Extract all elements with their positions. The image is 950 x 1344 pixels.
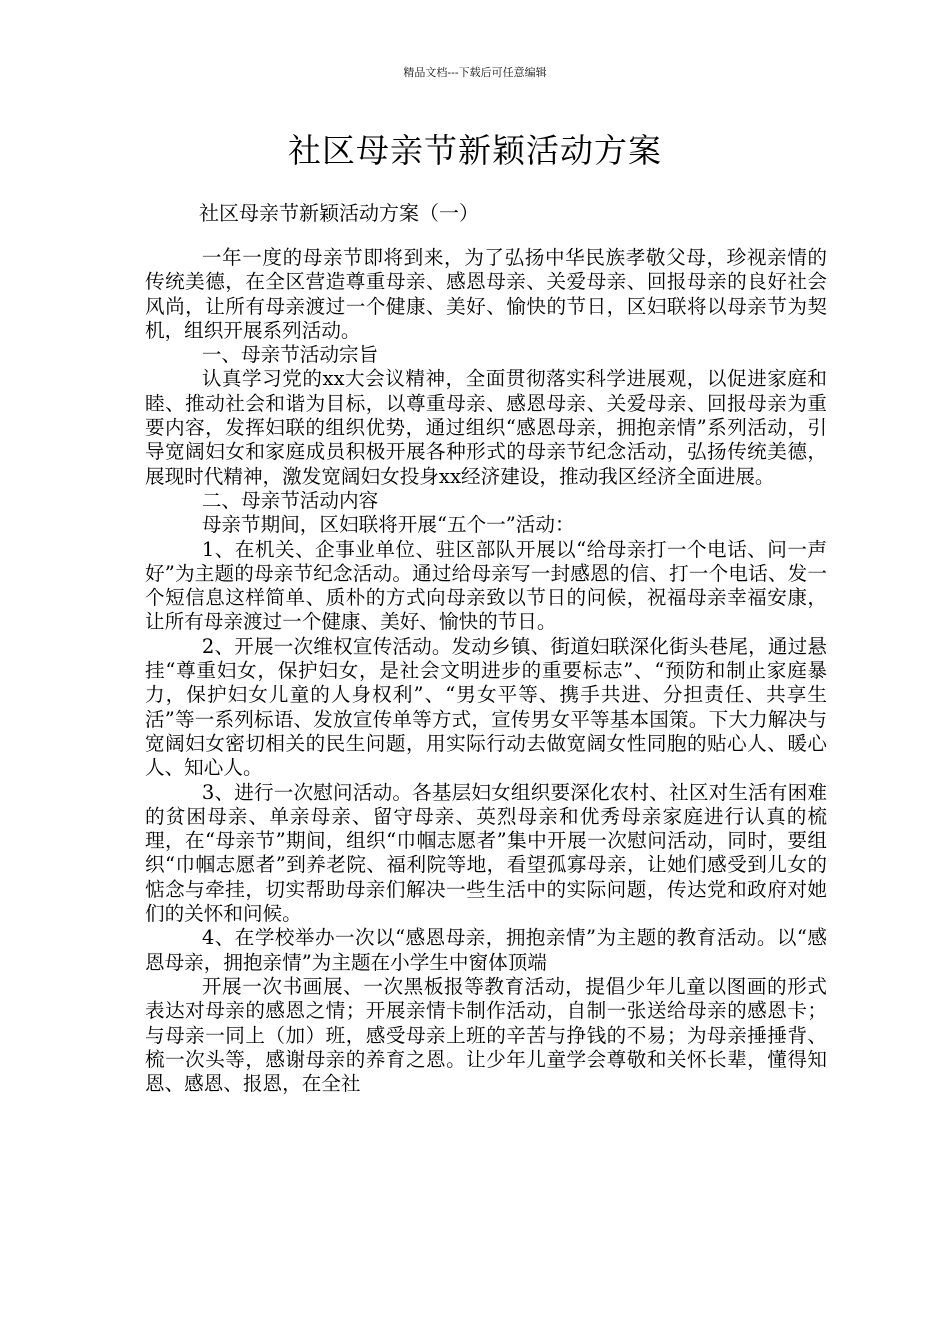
paragraph-item-4: 4、在学校举办一次以“感恩母亲，拥抱亲情”为主题的教育活动。以“感恩母亲，拥抱亲情”为主题在小学生中窗体顶端: [145, 926, 827, 974]
paragraph-item-2: 2、开展一次维权宣传活动。发动乡镇、街道妇联深化街头巷尾，通过悬挂“尊重妇女，保护妇女，是社会文明进步的重要标志”、“预防和制止家庭暴力，保护妇女儿童的人身权利”、“男女平等、携手共进、分担责任、共享生活”等一系列标语、发放宣传单等方式，宣传男女平等基本国策。下大力解决与宽阔妇女密切相关的民生问题，用实际行动去做宽阔女性同胞的贴心人、暖心人、知心人。: [145, 634, 827, 780]
paragraph-purpose: 认真学习党的xx大会议精神，全面贯彻落实科学进展观，以促进家庭和睦、推动社会和谐为目标，以尊重母亲、感恩母亲、关爱母亲、回报母亲为重要内容，发挥妇联的组织优势，通过组织“感恩母亲，拥抱亲情”系列活动，引导宽阔妇女和家庭成员积极开展各种形式的母亲节纪念活动，弘扬传统美德，展现时代精神，激发宽阔妇女投身xx经济建设，推动我区经济全面进展。: [145, 367, 827, 488]
document-body: [145, 246, 827, 1096]
section-heading-content: 二、母亲节活动内容: [201, 488, 379, 512]
paragraph-item-1: 1、在机关、企事业单位、驻区部队开展以“给母亲打一个电话、问一声好”为主题的母亲节纪念活动。通过给母亲写一封感恩的信、打一个电话、发一个短信息这样简单、质朴的方式向母亲致以节日的问候，祝福母亲幸福安康，让所有母亲渡过一个健康、美好、愉快的节日。: [145, 537, 827, 634]
section-heading-purpose: 一、母亲节活动宗旨: [201, 343, 379, 367]
paragraph-overview: 母亲节期间，区妇联将开展“五个一”活动：: [201, 513, 575, 537]
header-note: 精品文档---下载后可任意编辑: [403, 66, 547, 79]
paragraph-intro: 一年一度的母亲节即将到来，为了弘扬中华民族孝敬父母，珍视亲情的传统美德，在全区营造尊重母亲、感恩母亲、关爱母亲、回报母亲的良好社会风尚，让所有母亲渡过一个健康、美好、愉快的节日，区妇联将以母亲节为契机，组织开展系列活动。: [145, 246, 827, 342]
document-title: 社区母亲节新颖活动方案: [288, 131, 662, 170]
document-subtitle: 社区母亲节新颖活动方案（一）: [199, 201, 479, 225]
paragraph-item-3: 3、进行一次慰问活动。各基层妇女组织要深化农村、社区对生活有困难的贫困母亲、单亲母亲、留守母亲、英烈母亲和优秀母亲家庭进行认真的梳理，在“母亲节”期间，组织“巾帼志愿者”集中开展一次慰问活动，同时，要组织“巾帼志愿者”到养老院、福利院等地，看望孤寡母亲，让她们感受到儿女的惦念与牵挂，切实帮助母亲们解决一些生活中的实际问题，传达党和政府对她们的关怀和问候。: [145, 780, 827, 926]
paragraph-item-4-continued: 开展一次书画展、一次黑板报等教育活动，提倡少年儿童以图画的形式表达对母亲的感恩之情；开展亲情卡制作活动，自制一张送给母亲的感恩卡；与母亲一同上（加）班，感受母亲上班的辛苦与挣钱的不易；为母亲捶捶背、梳一次头等，感谢母亲的养育之恩。让少年儿童学会尊敬和关怀长辈，懂得知恩、感恩、报恩，在全社: [145, 974, 827, 1096]
